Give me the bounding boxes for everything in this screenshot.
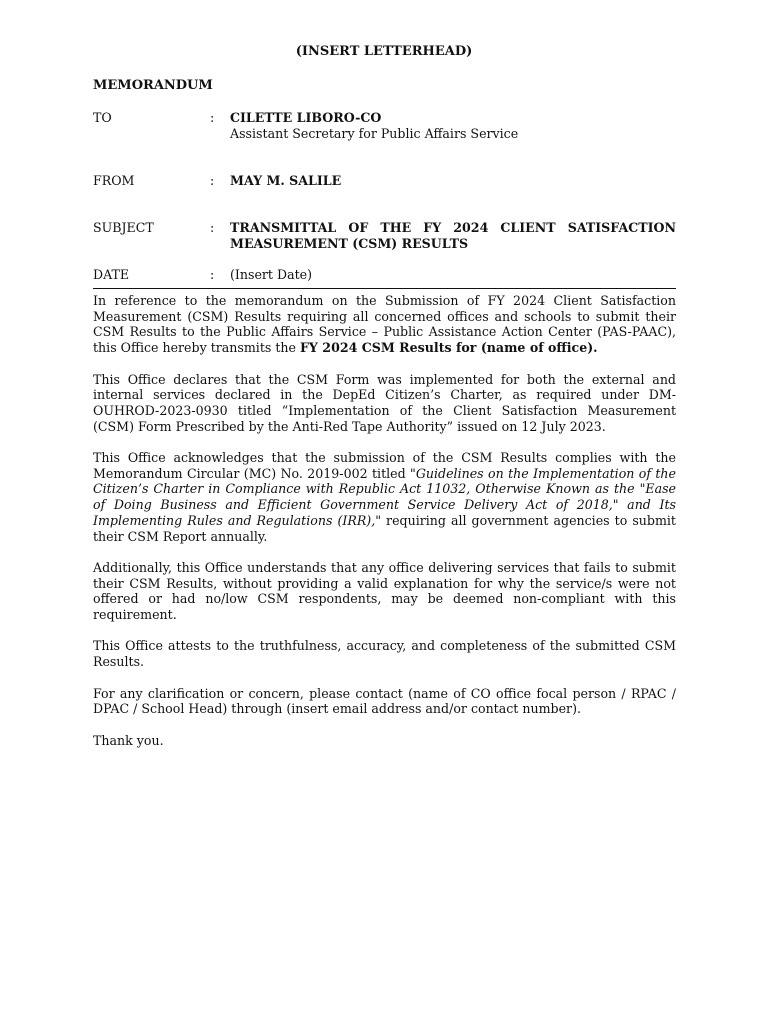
subject-label: SUBJECT	[93, 220, 154, 235]
date-row	[93, 267, 676, 285]
date-label: DATE	[93, 267, 130, 282]
memo-title: MEMORANDUM	[93, 78, 213, 93]
to-label: TO	[93, 110, 112, 125]
header-divider	[93, 288, 676, 289]
subject-row	[93, 220, 676, 254]
p1-bold: FY 2024 CSM Results for (name of office).	[299, 340, 598, 356]
to-name: CILETTE LIBORO-CO	[230, 110, 382, 125]
date-colon: :	[210, 267, 215, 282]
to-colon: :	[210, 110, 215, 125]
closing-thank-you: Thank you.	[93, 732, 164, 748]
p3-tail: requiring all government agencies to submit their CSM Report annually.	[93, 512, 676, 544]
memo-body	[93, 293, 676, 764]
body-paragraph-4: Additionally, this Office understands that any office delivering services that fails to submit their CSM Results, without providing a valid explanation for why the service/s were not offered or had no/low CSM respondents, may be deemed non-compliant with this requirement.	[93, 559, 676, 623]
body-paragraph-2: This Office declares that the CSM Form was implemented for both the external and internal services declared in the DepEd Citizen’s Charter, as required under DM-OUHROD-2023-0930 titled “Implementation of the Client Satisfaction Measurement (CSM) Form Prescribed by the Anti-Red Tape Authority” issued on 12 July 2023.	[93, 371, 676, 434]
p3-text: This Office acknowledges that the submission of the CSM Results complies with the Memorandum Circular (MC) No. 2019-002 titled	[93, 450, 676, 481]
from-name: MAY M. SALILE	[230, 173, 342, 188]
body-paragraph-1	[93, 293, 676, 356]
from-row	[93, 173, 676, 191]
p1-text: In reference to the memorandum on the Submission of FY 2024 Client Satisfaction Measurement (CSM) Results requiring all concerned offices and schools to submit their CSM Results to the Public Affairs Service – Public Assistance Action Center (PAS-PAAC), this Office hereby transmits the	[93, 293, 676, 356]
subject-text: TRANSMITTAL OF THE FY 2024 CLIENT SATISFACTION MEASUREMENT (CSM) RESULTS	[230, 220, 676, 251]
to-position: Assistant Secretary for Public Affairs Service	[230, 126, 519, 141]
from-colon: :	[210, 173, 215, 188]
subject-colon: :	[210, 220, 215, 235]
body-paragraph-5: This Office attests to the truthfulness, accuracy, and completeness of the submitted CSM Results.	[93, 638, 676, 670]
body-paragraph-6: For any clarification or concern, please contact (name of CO office focal person / RPAC / DPAC / School Head) through (insert email address and/or contact number).	[93, 685, 676, 717]
body-paragraph-3	[93, 450, 676, 544]
p3-italic: "Guidelines on the Implementation of the Citizen’s Charter in Compliance with Republic Act 11032, Otherwise Known as the "Ease of Doing Business and Efficient Government Service Delivery Act of 2018," and Its Implementing Rules and Regulations (IRR),"	[93, 465, 676, 528]
from-label: FROM	[93, 173, 135, 188]
letterhead-placeholder: (INSERT LETTERHEAD)	[295, 44, 473, 59]
to-row	[93, 110, 676, 144]
date-value: (Insert Date)	[230, 267, 313, 282]
to-value	[230, 110, 676, 142]
